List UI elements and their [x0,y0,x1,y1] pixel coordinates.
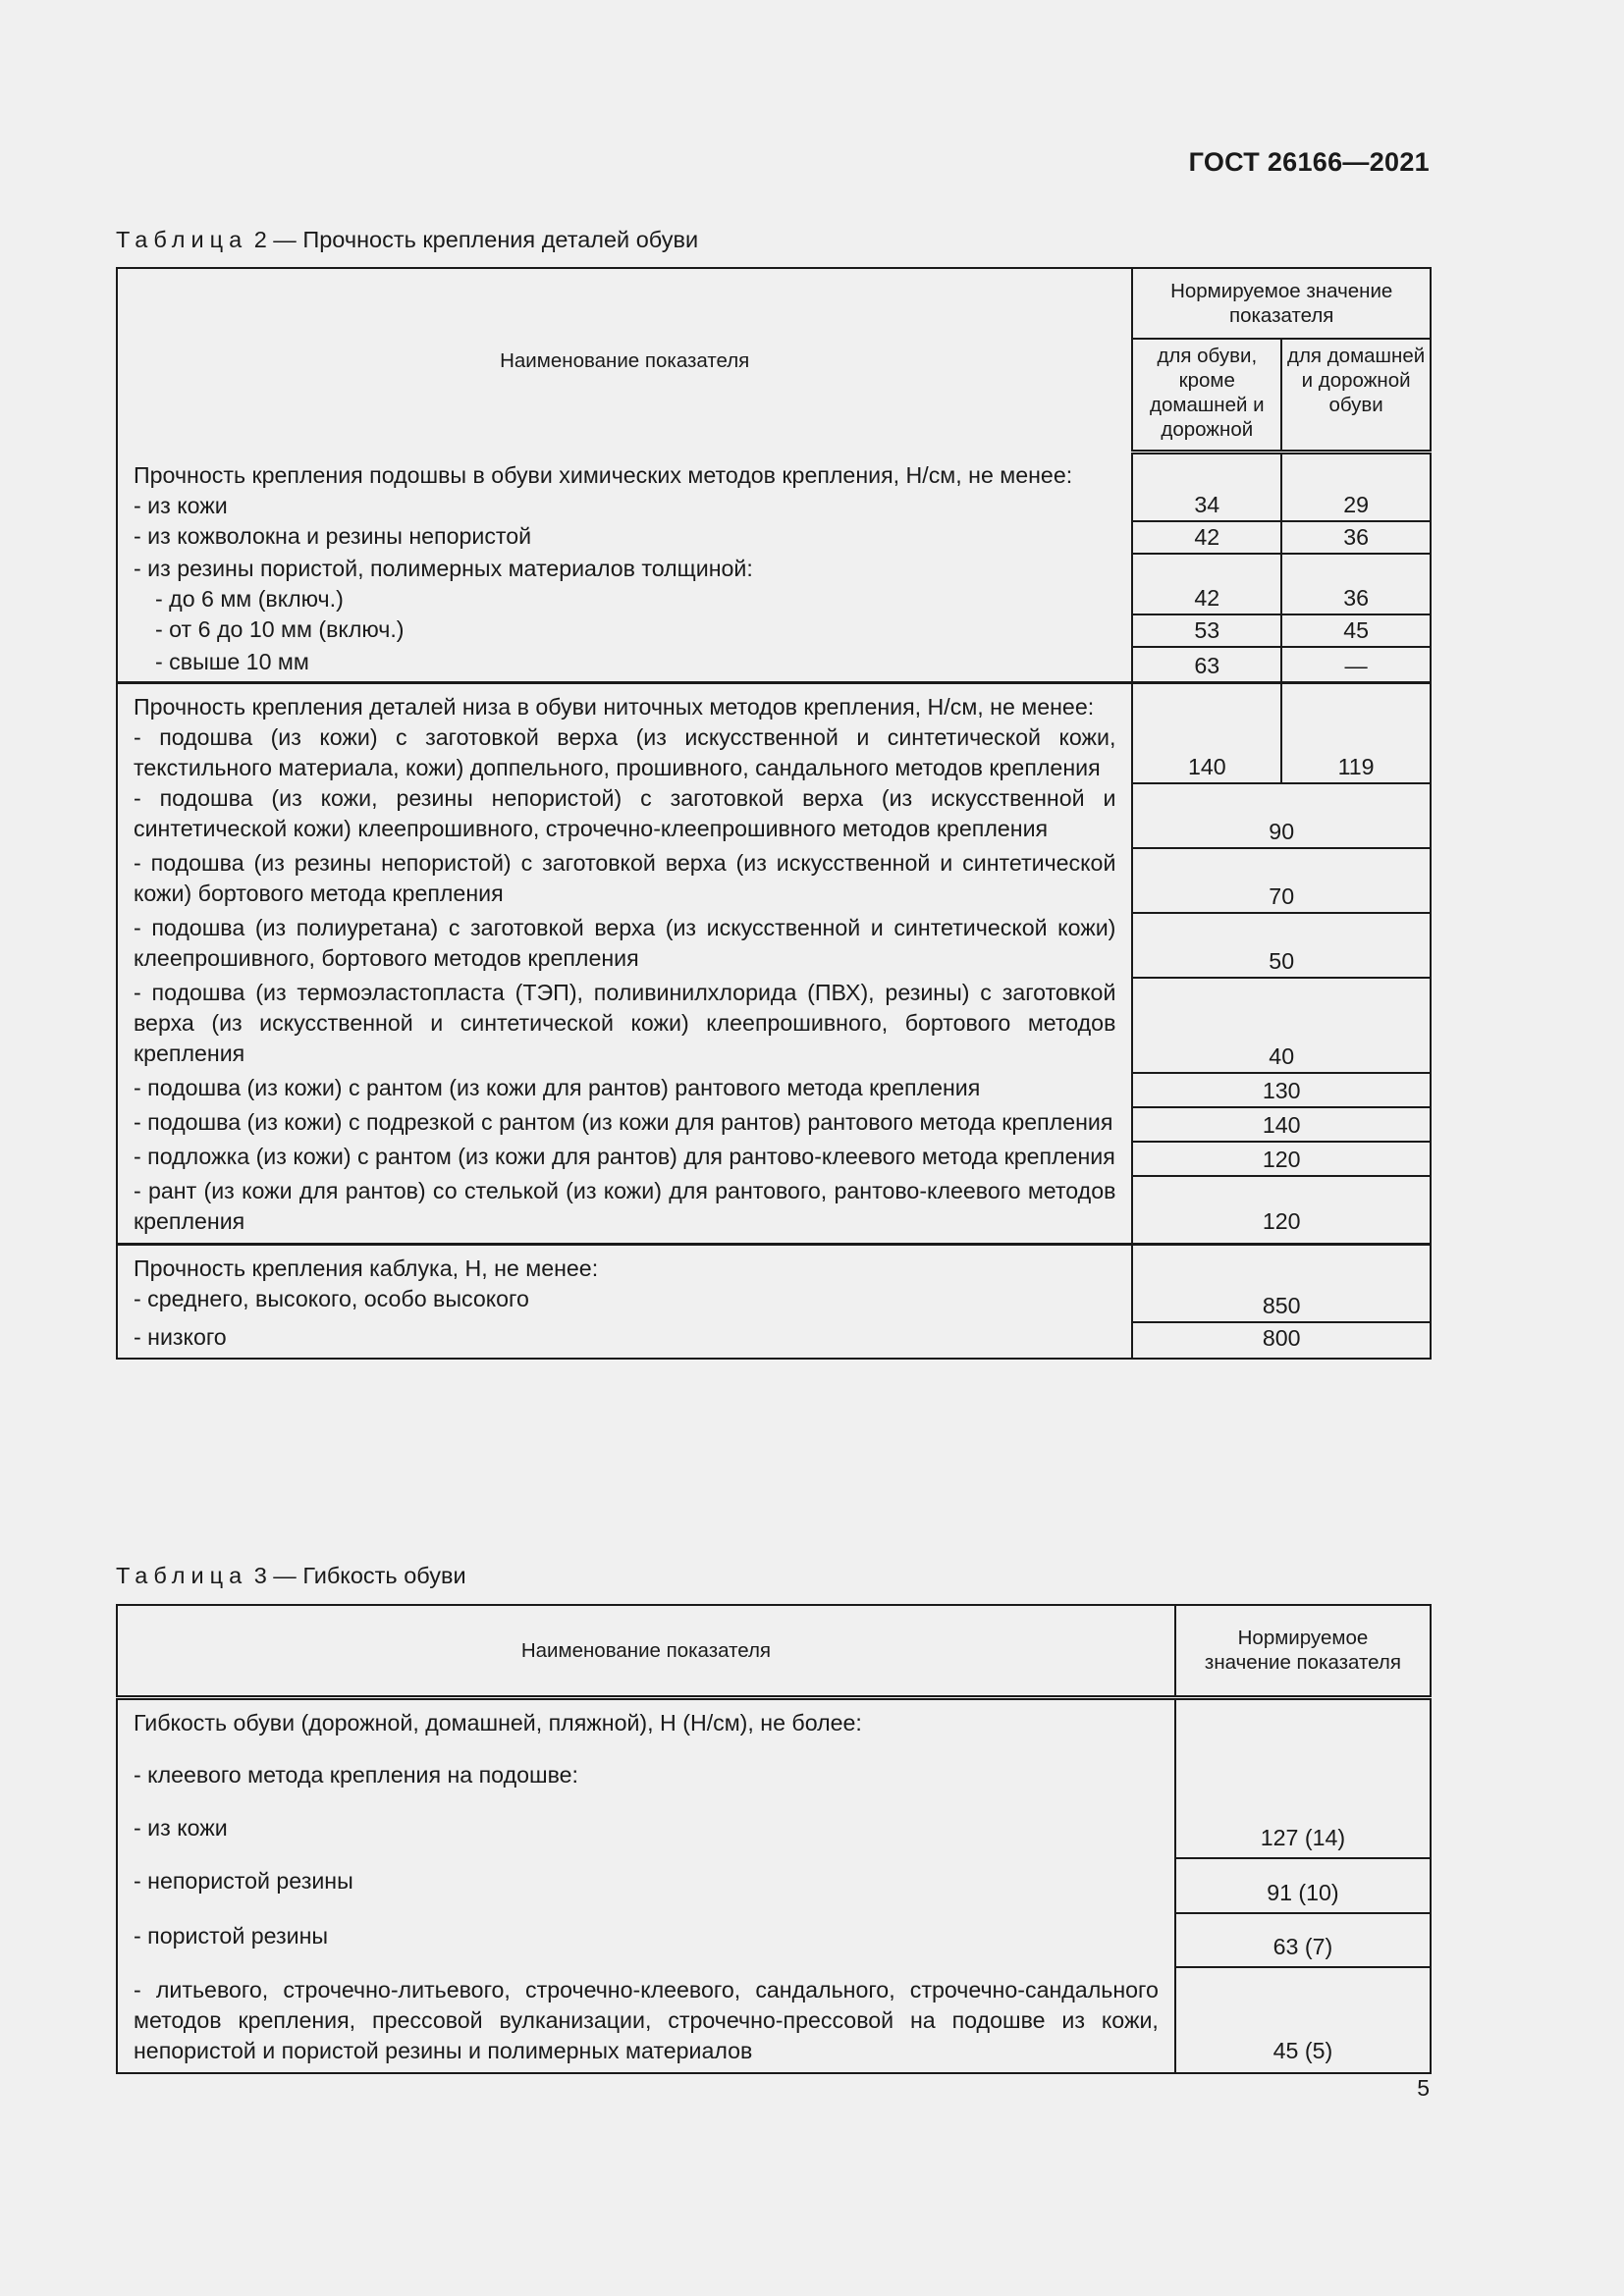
row-name: - низкого [117,1322,1132,1359]
table-row [117,913,1431,978]
table3-caption-text: 3 — Гибкость обуви [253,1563,466,1588]
table-row [117,647,1431,683]
group-title: Прочность крепления деталей низа в обуви ниточных методов крепления, Н/см, не менее: [134,693,1095,720]
row-label: - из резины пористой, полимерных материалов толщиной: [134,555,753,581]
row-name: - подложка (из кожи) с рантом (из кожи для рантов) для рантово-клеевого метода крепления [117,1142,1132,1176]
row-name: - из кожи [117,1805,1175,1859]
cell-value: 120 [1132,1176,1431,1245]
cell-value [1175,1697,1431,1752]
cell-value-col2: 36 [1281,554,1431,614]
cell-value: 120 [1132,1142,1431,1176]
cell-value [1175,1752,1431,1805]
table-row [117,521,1431,554]
table2-header-norm: Нормируемое значение показателя [1132,268,1431,339]
cell-value-col2: 119 [1281,682,1431,783]
table-row [117,1176,1431,1245]
document-code: ГОСТ 26166—2021 [1188,147,1430,177]
table2-caption [116,227,698,253]
table-row [117,1967,1431,2073]
row-name: - подошва (из термоэластопласта (ТЭП), поливинилхлорида (ПВХ), резины) с заготовкой верха (из искусственной и синтетической кожи) клеепрошивного, бортового методов крепления [117,978,1132,1073]
table2 [116,267,1432,1360]
row-name: - клеевого метода крепления на подошве: [117,1752,1175,1805]
table2-header-col1: для обуви, кроме домашней и дорожной [1132,339,1281,453]
cell-value-col1: 53 [1132,614,1281,647]
row-name: - из кожволокна и резины непористой [117,521,1132,554]
cell-value-col2: 36 [1281,521,1431,554]
cell-value: 127 (14) [1260,1825,1346,1850]
row-name: - подошва (из полиуретана) с заготовкой верха (из искусственной и синтетической кожи) клеепрошивного, бортового методов крепления [117,913,1132,978]
row-name [117,682,1132,783]
row-label: - до 6 мм (включ.) [155,585,344,612]
table-row [117,783,1431,848]
table2-header-col2: для домашней и дорожной обуви [1281,339,1431,453]
cell-value: 140 [1132,1107,1431,1142]
cell-value-col1: 140 [1132,682,1281,783]
row-label: - среднего, высокого, особо высокого [134,1285,529,1311]
table-row [117,1244,1431,1322]
cell-value-col2: — [1281,647,1431,683]
row-name: - свыше 10 мм [117,647,1132,683]
row-name: - пористой резины [117,1913,1175,1968]
table-row [117,682,1431,783]
cell-value-col1: 34 [1132,453,1281,521]
cell-value: 40 [1132,978,1431,1073]
row-name [117,554,1132,614]
table-row [117,1752,1431,1805]
cell-value: 45 (5) [1175,1967,1431,2073]
cell-value-col1: 42 [1132,521,1281,554]
row-name: - подошва (из кожи) с подрезкой с рантом (из кожи для рантов) рантового метода крепления [117,1107,1132,1142]
cell-value-col1: 42 [1132,554,1281,614]
page-number: 5 [1417,2075,1430,2101]
table2-caption-word: Таблица [116,227,248,252]
table-row [117,978,1431,1073]
cell-value: 50 [1132,913,1431,978]
row-name: - подошва (из кожи, резины непористой) с заготовкой верха (из искусственной и синтетической кожи) клеепрошивного, строчечно-клеепрошивного методов крепления [117,783,1132,848]
table-row [117,1805,1431,1859]
table-row [117,614,1431,647]
row-name: - литьевого, строчечно-литьевого, строчечно-клеевого, сандального, строчечно-сандального методов крепления, прессовой вулканизации, строчечно-прессовой на подошве из кожи, непористой и пористой резины и полимерных материалов [117,1967,1175,2073]
table-row [117,1073,1431,1107]
cell-value-col2: 29 [1343,491,1369,517]
cell-value: 850 [1132,1244,1431,1322]
table-row [117,554,1431,614]
row-name: - подошва (из резины непористой) с заготовкой верха (из искусственной и синтетической кожи) бортового метода крепления [117,848,1132,913]
row-label: - подошва (из кожи) с заготовкой верха (из искусственной и синтетической кожи, текстильного материала, кожи) доппельного, прошивного, сандального методов крепления [134,723,1116,780]
cell-value-col1: 63 [1132,647,1281,683]
table3-header-norm: Нормируемое значение показателя [1175,1605,1431,1697]
table-row [117,848,1431,913]
cell-value: 91 (10) [1175,1858,1431,1913]
row-name [117,1244,1132,1322]
table3-caption [116,1563,466,1589]
row-name [117,453,1132,521]
cell-value: 90 [1132,783,1431,848]
row-name: - подошва (из кожи) с рантом (из кожи для рантов) рантового метода крепления [117,1073,1132,1107]
row-name: - непористой резины [117,1858,1175,1913]
table3-header-name: Наименование показателя [117,1605,1175,1697]
cell-value: 70 [1132,848,1431,913]
table-row [117,1322,1431,1359]
group-title: Прочность крепления каблука, Н, не менее: [134,1255,599,1281]
table-row [117,1142,1431,1176]
cell-value: 63 (7) [1175,1913,1431,1968]
cell-value: 800 [1132,1322,1431,1359]
group-title: Прочность крепления подошвы в обуви химических методов крепления, Н/см, не менее: [134,461,1073,488]
table-row [117,1697,1431,1752]
table2-header-name: Наименование показателя [117,268,1132,453]
row-name: Гибкость обуви (дорожной, домашней, пляжной), Н (Н/см), не более: [117,1697,1175,1752]
table-row [117,1858,1431,1913]
cell-value-col2: 45 [1281,614,1431,647]
row-name: - рант (из кожи для рантов) со стелькой (из кожи) для рантового, рантово-клеевого методов крепления [117,1176,1132,1245]
table3 [116,1604,1432,2074]
table-row [117,1107,1431,1142]
row-label: - из кожи [134,492,228,518]
table-row [117,1913,1431,1968]
row-name: - от 6 до 10 мм (включ.) [117,614,1132,647]
table-row [117,453,1431,521]
table2-caption-text: 2 — Прочность крепления деталей обуви [253,227,699,252]
cell-value: 130 [1132,1073,1431,1107]
table3-caption-word: Таблица [116,1563,248,1588]
